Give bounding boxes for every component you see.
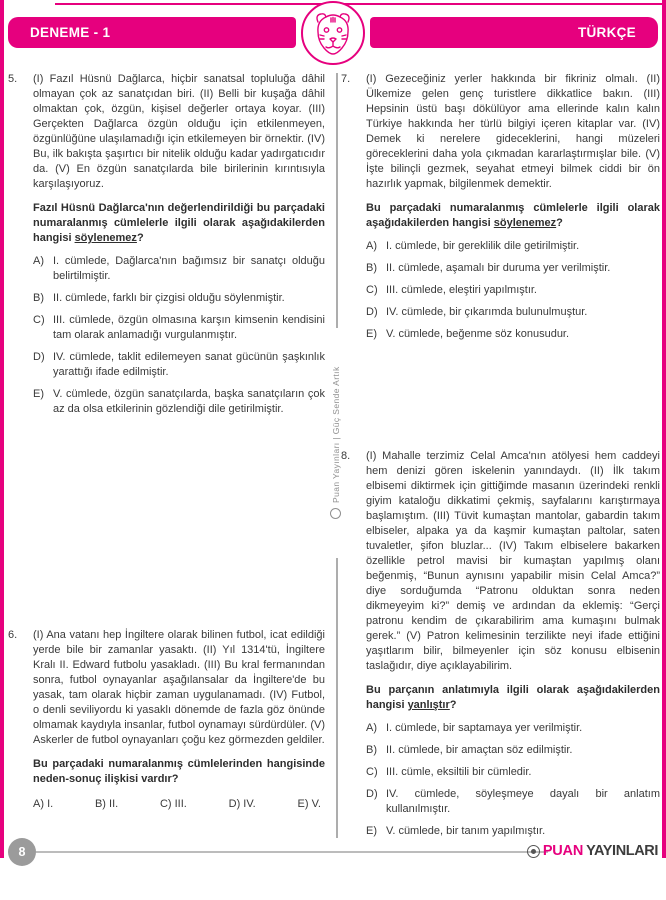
page-number-badge [8,838,36,866]
publisher-logo-icon [527,845,540,858]
left-accent-rule [0,0,4,858]
page-number: 8 [18,845,26,859]
question-body: (I) Mahalle terzimiz Celal Amca'nın atölyesi hem caddeyi hem denizi gören iskelenin yanındaydı. (II) İlk takım elbisemi diktirmek için gittiğimde masanın üzerindeki renkli giyim kataloğu dikkatimi çekmiş, sayfalarını karıştırmaya başlamıştım. (III) Tüvit kumaştan mantolar, gabardin takım elbiseler, alpaka ya da kaşmir kumaştan paltolar, saten tuvaletler, şifon bluzlar... (IV) Takım elbiselere bakarken özellikle petrol mavisi bir kumaştan yapılmış olanı beğenmiş, “Bunun aynısını yapabilir misin Celal Amca?” diye sorduğumda “Patronu olduktan sonra neden dikmeyeyim ki?” demiş ve ardından da eklemiş: “Gerçi patronu kendim de çıkarabilirim ama kumaşını bulmak gerek.” (V) Patron kelimesinin terzilikte neyi ifade ettiğini yaşıtlarım bilir, bilmeyenler için söz konusu elbisenin taslağıdır, diye açıklayabilirim. [366,450,660,672]
column-divider-top [336,73,338,328]
side-credit [326,328,346,558]
right-accent-rule [662,0,666,858]
question-stem: Fazıl Hüsnü Dağlarca'nın değerlendirildiği bu parçadaki numaralanmış cümlelerle ilgili olarak aşağıdakilerden hangisi söylenemez? [33,202,325,244]
option-c: C) III. [159,798,187,810]
option-a: A) I. cümlede, Dağlarca'nın bağımsız bir sanatçı olduğu belirtilmiştir. [33,255,325,282]
question-body: (I) Fazıl Hüsnü Dağlarca, hiçbir sanatsal topluluğa dâhil olmayan çok az sanatçıdan biri. (II) Belli bir kuşağa dâhil olmaktan çok, özgün, kişisel değerler ortaya koyar. (III) Gerçekten Dağlarca özgün olduğu için etkilenmeyen, özgünlüğüne ulaşılamadığı için etkilemeyen bir örnektir. (IV) Bu, ilk bakışta şaşırtıcı bir nitelik olduğu kadar yadırgatıcıdır da. (V) En özgün sanatçılarda bile birilerinin kırıntısıyla karşılaşıyoruz. [33,73,325,190]
question-number: 6. [8,629,18,641]
options-list [33,254,325,417]
question-number: 8. [341,450,351,462]
options-list [366,721,660,839]
option-e: E) V. cümlede, beğenme söz konusudur. [366,328,570,340]
question-number: 7. [341,73,351,85]
question-stem: Bu parçadaki numaralanmış cümlelerle ilgili olarak aşağıdakilerden hangisi söylenemez? [366,202,660,229]
side-credit-text: Puan Yayınları | Güç Sende Artık [331,366,341,504]
footer-rule [36,851,548,853]
publisher-logo [527,843,658,859]
option-b: B) II. [94,798,119,810]
tiger-logo-icon [301,1,365,65]
option-c: C) III. cümle, eksiltili bir cümledir. [366,766,532,778]
header-subject-bar [370,17,658,48]
column-divider-bottom [336,558,338,838]
question-stem: Bu parçanın anlatımıyla ilgili olarak aşağıdakilerden hangisi yanlıştır? [366,684,660,711]
option-d: D) IV. [228,798,256,810]
option-d: D) IV. cümlede, söyleşmeye dayalı bir anlatım kullanılmıştır. [366,788,660,815]
option-d: D) IV. cümlede, taklit edilemeyen sanat gücünün şaşkınlık yarattığı ifade edilmiştir. [33,351,325,378]
question-6 [8,628,325,812]
option-e: E) V. [297,798,321,810]
option-d: D) IV. cümlede, bir çıkarımda bulunulmuştur. [366,306,588,318]
option-b: B) II. cümlede, bir amaçtan söz edilmiştir. [366,744,573,756]
option-a: A) I. cümlede, bir saptamaya yer verilmiştir. [366,722,583,734]
option-a: A) I. cümlede, bir gereklilik dile getirilmiştir. [366,240,580,252]
option-b: B) II. cümlede, farklı bir çizgisi olduğu söylenmiştir. [33,292,285,304]
publisher-name-rest: YAYINLARI [586,843,658,859]
option-a: A) I. [33,798,54,810]
question-body: (I) Gezeceğiniz yerler hakkında bir fikriniz olmalı. (II) Ülkemize gelen genç turistlere dikkatlice bakın. (III) Hepsinin üstü başı dökülüyor ama ellerinde kalın kalın Türkiye hakkında her türlü bilgiyi içeren kitaplar var. (IV) Demek ki nerelere gideceklerini, hangi müzeleri göreceklerini daha yola çıkmadan kararlaştırmışlar bile. (V) İşte bilinçli gezmek, seyahat etmeyi bilmek ciddi bir ön hazırlık yapmak, bilgilenmek demektir. [366,73,660,190]
question-stem: Bu parçadaki numaralanmış cümlelerinden hangisinde neden-sonuç ilişkisi vardır? [33,758,325,785]
option-c: C) III. cümlede, özgün olmasına karşın kimsenin kendisini tam olarak anlamadığı vurgulanmıştır. [33,314,325,341]
option-e: E) V. cümlede, özgün sanatçılarda, başka sanatçıların çok az da olsa etkilerinin gözlendiği dile getirilmiştir. [33,388,325,415]
top-accent-rule [55,3,666,5]
question-number: 5. [8,73,18,85]
subject-label: TÜRKÇE [577,25,636,40]
question-7 [341,72,660,349]
question-5 [8,72,325,424]
publisher-name-bold: PUAN [542,843,584,859]
publisher-mark-icon [331,508,342,519]
header-test-name-bar [8,17,296,48]
options-row [33,797,325,812]
question-body: (I) Ana vatanı hep İngiltere olarak bilinen futbol, icat edildiği yerde bile bir zamanlar yasaktı. (II) Yıl 1314'tü, İngiltere Kralı II. Edward futbolu yasakladı. (III) Bu kral fermanından sonra, futbol oynayanlar aşağılansalar da İngiltere'de bu yasak, tam olarak hiçbir zaman uygulanamadı. (IV) Futbol, o denli seviliyordu ki yasaklı dönemde de fazla göz önünde olmamak kaydıyla insanlar, futbol oynamayı sürdürdüler. (V) Askerler de futbol oynayanları çoğu kez görmezden geldiler. [33,629,325,746]
test-name-label: DENEME - 1 [30,25,111,40]
option-b: B) II. cümlede, aşamalı bir duruma yer verilmiştir. [366,262,611,274]
question-8 [341,449,660,846]
options-list [366,239,660,342]
option-c: C) III. cümlede, eleştiri yapılmıştır. [366,284,537,296]
option-e: E) V. cümlede, bir tanım yapılmıştır. [366,825,546,837]
